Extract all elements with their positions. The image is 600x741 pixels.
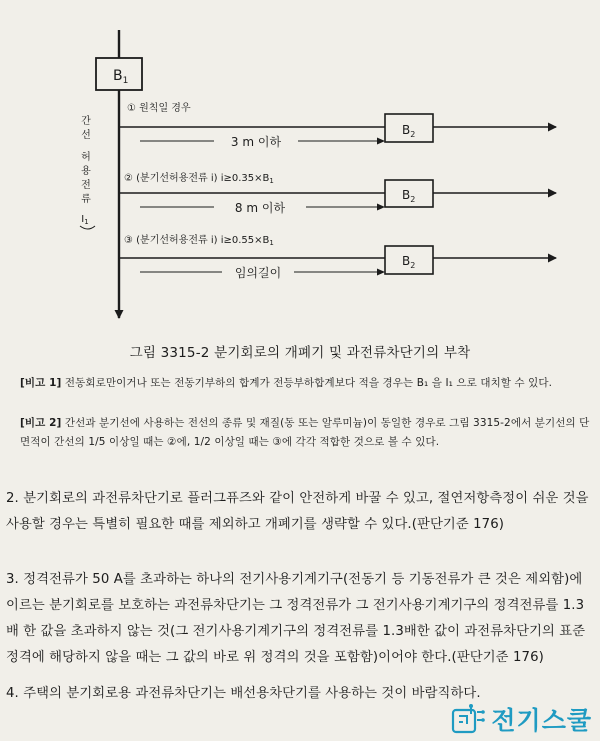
note-text: 간선과 분기선에 사용하는 전선의 종류 및 재질(동 또는 알루미늄)이 동일한 경우로 그림 3315-2에서 분기선의 단면적이 간선의 1/5 이상일 때는 ②에, 1/2 이상일 때는 ③에 각각 적합한 것으로 볼 수 있다. (20, 417, 590, 448)
i1-label: $I_1$ (81, 214, 89, 226)
branch-circuit-diagram (0, 0, 600, 340)
case2-b2-label: $B_2$ (402, 188, 416, 204)
i1-arrow (80, 226, 95, 229)
figure-caption: 그림 3315-2 분기회로의 개폐기 및 과전류차단기의 부착 (129, 345, 471, 361)
vertical-char: 허 (81, 152, 91, 163)
paragraph-3: 3. 정격전류가 50 A를 초과하는 하나의 전기사용기계기구(전동기 등 기동전류가 큰 것은 제외함)에 이르는 분기회로를 보호하는 과전류차단기는 그 정격전류가 그 전기사용기계기구의 정격전류를 1.3배 한 값을 초과하지 않는 것(그 전기사용기계기구의 정격전류를 1.3배한 값이 과전류차단기의 표준정격에 해당하지 않을 때는 그 값의 바로 위 정격의 것을 포함함)이어야 한다.(판단기준 176) (6, 572, 586, 665)
circuit-board-icon (451, 702, 485, 736)
case3-title: ③ (분기선허용전류 i) $i\ge 0.55\times B_1$ (124, 235, 274, 247)
note-tag: [비고 2] (20, 417, 62, 429)
case2-distance-label: 8 m 이하 (234, 201, 286, 215)
case3-b2-label: $B_2$ (402, 254, 416, 270)
case1-distance-label: 3 m 이하 (230, 135, 282, 149)
note-tag: [비고 1] (20, 377, 62, 389)
paragraph-2: 2. 분기회로의 과전류차단기로 플러그퓨즈와 같이 안전하게 바꿀 수 있고, 절연저항측정이 쉬운 것을 사용할 경우는 특별히 필요한 때를 제외하고 개폐기를 생략할 수 있다.(판단기준 176) (6, 491, 589, 532)
vertical-char: 선 (81, 130, 91, 141)
vertical-char: 류 (81, 194, 91, 205)
b1-label: $B_1$ (113, 68, 129, 86)
vertical-char: 용 (81, 166, 91, 177)
vertical-char: 전 (81, 180, 91, 191)
note-1 (20, 374, 590, 393)
watermark-text: 전기스쿨 (491, 706, 592, 735)
watermark-logo (451, 701, 592, 737)
paragraph-4: 4. 주택의 분기회로용 과전류차단기는 배선용차단기를 사용하는 것이 바람직하다. (6, 686, 481, 701)
feeder-current-label (81, 114, 91, 205)
case2-title: ② (분기선허용전류 i) $i\ge 0.35\times B_1$ (124, 173, 274, 185)
case3-distance-label: 임의길이 (234, 266, 282, 280)
case1-b2-label: $B_2$ (402, 123, 416, 139)
vertical-char: 간 (81, 116, 91, 127)
note-text: 전동회로만이거나 또는 전동기부하의 합계가 전등부하합계보다 적을 경우는 B₁ 을 I₁ 으로 대치할 수 있다. (61, 377, 553, 389)
case1-title: ① 원칙일 경우 (127, 103, 191, 114)
note-2 (20, 414, 590, 452)
